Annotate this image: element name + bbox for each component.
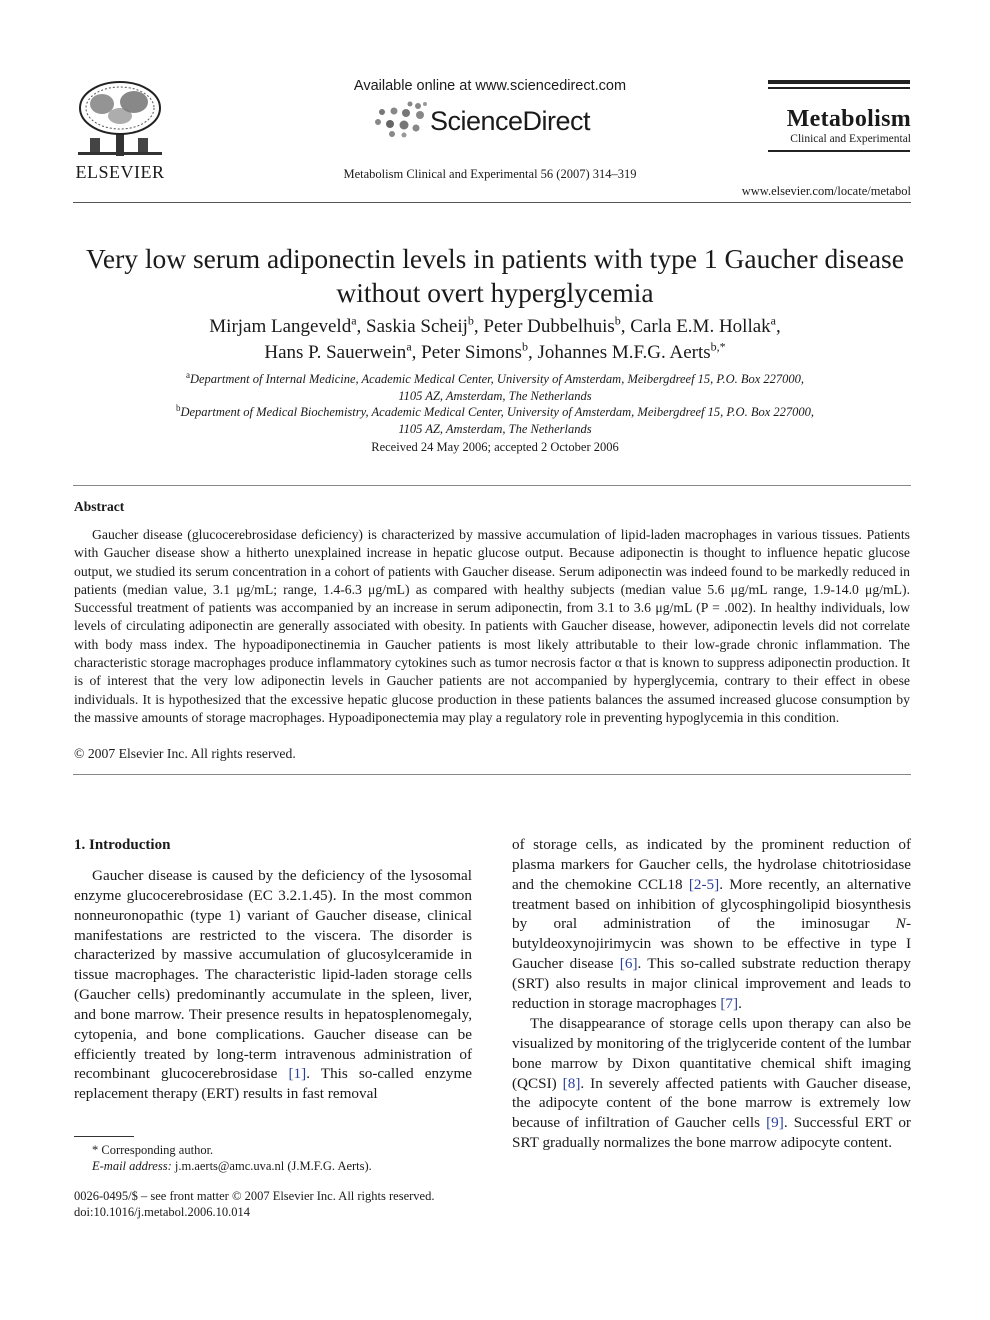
section-heading: 1. Introduction <box>74 837 171 853</box>
sciencedirect-logo <box>372 100 632 140</box>
affiliation-address: 1105 AZ, Amsterdam, The Netherlands <box>398 388 592 403</box>
corresponding-author-note: * Corresponding author. <box>92 1143 214 1157</box>
author[interactable] <box>209 313 367 337</box>
abstract-bottom-rule <box>73 774 911 775</box>
citation-link[interactable]: [8] <box>562 1074 581 1092</box>
author-separator: , <box>620 316 631 337</box>
abstract-top-rule <box>73 485 911 486</box>
italic-text: N <box>895 915 906 933</box>
journal-rule <box>768 150 910 152</box>
available-online-text: Available online at www.sciencedirect.com <box>353 78 627 94</box>
author[interactable] <box>366 313 484 337</box>
intro-paragraph-1 <box>74 866 472 1104</box>
author[interactable] <box>264 339 422 363</box>
received-dates: Received 24 May 2006; accepted 2 October 2006 <box>371 440 619 454</box>
title-line-1: Very low serum adiponectin levels in patients with type 1 Gaucher disease <box>86 243 904 274</box>
citation-link[interactable]: [9] <box>766 1114 784 1132</box>
intro-paragraph-2 <box>512 1014 911 1153</box>
text-run: . In severely affected patients with Gaucher disease, the adipocyte content of the bone marrow is extremely low because of infiltration of Gaucher cells <box>512 1074 912 1132</box>
email-note <box>92 1158 372 1174</box>
author[interactable] <box>630 313 781 337</box>
header-divider <box>73 202 911 203</box>
sciencedirect-wordmark: ScienceDirect <box>430 106 591 136</box>
journal-rule <box>768 80 910 84</box>
email-label: E-mail address: <box>92 1159 172 1173</box>
abstract-heading: Abstract <box>74 499 125 514</box>
elsevier-logo <box>72 78 168 182</box>
affiliation-mark: b,* <box>710 339 726 354</box>
author[interactable] <box>483 313 631 337</box>
author-name: Saskia Scheij <box>366 316 468 337</box>
affiliation-text: Department of Medical Biochemistry, Academic Medical Center, University of Amsterdam, Meibergdreef 15, P.O. Box 227000, <box>180 405 815 420</box>
affiliation-mark: b <box>614 313 621 328</box>
author-name: Johannes M.F.G. Aerts <box>537 342 711 363</box>
elsevier-tree-icon <box>72 78 168 160</box>
abstract-body: Gaucher disease (glucocerebrosidase deficiency) is characterized by massive accumulation of lipid-laden macrophages in various tissues. Patients with Gaucher disease show a hitherto unexplained increase in hepatic glucose output. Because adiponectin is thought to influence hepatic glucose output, we studied its serum concentration in a cohort of patients with Gaucher disease. Serum adiponectin was indeed found to be markedly reduced in patients (median value, 3.1 μg/mL; range, 1.4-6.3 μg/mL) as compared with healthy subjects (median value 5.6 μg/mL range, 1.9-14.0 μg/mL). Successful treatment of patients was accompanied by an increase in serum adiponectin, from 3.1 to 3.6 μg/mL (P = .002). In healthy individuals, low levels of circulating adiponectin are generally associated with obesity. In patients with Gaucher disease, however, adiponectin levels did not correlate with body mass index. The hypoadiponectinemia in Gaucher patients is most likely attributable to their low-grade chronic inflammation. The characteristic storage macrophages produce inflammatory cytokines such as tumor necrosis factor α that is known to suppress adiponectin production. It is of interest that the very low adiponectin levels in Gaucher patients are not accompanied by hyperglycemia, contrary to their effect in obese individuals. It is hypothesized that the excessive hepatic glucose production in these patients balances the assumed increased glucose consumption by the massive amounts of storage macrophages. Hypoadiponectemia may play a regulatory role in preventing hypoglycemia in this condition. <box>74 527 910 725</box>
author-separator: , <box>527 342 538 363</box>
footnote-rule <box>74 1136 134 1137</box>
author-separator: , <box>356 316 367 337</box>
author-name: Carla E.M. Hollak <box>630 316 771 337</box>
affiliation-mark: a <box>770 313 776 328</box>
email-address[interactable]: j.m.aerts@amc.uva.nl (J.M.F.G. Aerts). <box>171 1159 372 1173</box>
journal-reference: Metabolism Clinical and Experimental 56 (2007) 314–319 <box>343 167 637 181</box>
affiliation-line <box>60 404 930 421</box>
journal-url-link[interactable]: www.elsevier.com/locate/metabol <box>741 184 911 198</box>
affiliation-mark: a <box>351 313 357 328</box>
author-name: Hans P. Sauerwein <box>264 342 407 363</box>
author-separator: , <box>473 316 484 337</box>
text-run: . <box>738 994 742 1012</box>
elsevier-wordmark: ELSEVIER <box>75 162 165 182</box>
doi-line[interactable]: doi:10.1016/j.metabol.2006.10.014 <box>74 1205 251 1219</box>
affiliation-address: 1105 AZ, Amsterdam, The Netherlands <box>398 422 592 437</box>
author-name: Peter Simons <box>421 342 522 363</box>
affiliation-text: Department of Internal Medicine, Academic Medical Center, University of Amsterdam, Meibergdreef 15, P.O. Box 227000, <box>189 372 805 386</box>
citation-link[interactable]: [1] <box>288 1065 307 1083</box>
sciencedirect-dots-icon <box>372 100 430 140</box>
affiliation-mark: a <box>406 339 412 354</box>
affiliation-mark: b <box>175 403 181 414</box>
author-name: Peter Dubbelhuis <box>483 316 615 337</box>
author-name: Mirjam Langeveld <box>209 316 352 337</box>
copyright-line: © 2007 Elsevier Inc. All rights reserved. <box>74 746 296 761</box>
text-run: . This so-called substrate reduction therapy (SRT) also results in major clinical improvement and leads to reduction in storage macrophages <box>512 955 911 1012</box>
journal-rule <box>768 87 910 89</box>
text-run: of storage cells, as indicated by the prominent reduction of plasma markers for Gaucher cells, the hydrolase chitotriosidase and the chemokine CCL18 <box>512 836 911 893</box>
text-run: -butyldeoxynojirimycin was shown to be effective in type I Gaucher disease <box>512 915 911 973</box>
intro-paragraph-1-continued <box>512 835 911 1014</box>
affiliation-mark: a <box>185 369 190 380</box>
text-run: . More recently, an alternative treatment based on inhibition of glycosphingolipid biosynthesis by oral administration of the iminosugar <box>512 875 911 933</box>
affiliation-mark: b <box>467 313 474 328</box>
text-run: . Successful ERT or SRT gradually normalizes the bone marrow adipocyte content. <box>512 1114 911 1152</box>
text-run: . This so-called enzyme replacement therapy (ERT) results in fast removal <box>74 1065 472 1103</box>
author-separator: , <box>775 316 781 337</box>
citation-link[interactable]: [6] <box>619 955 638 973</box>
journal-subtitle: Clinical and Experimental <box>790 133 911 145</box>
affiliations <box>60 371 930 438</box>
author-separator: , <box>411 342 422 363</box>
text-run: Gaucher disease is caused by the deficiency of the lysosomal enzyme glucocerebrosidase (EC 3.2.1.45). In the most common nonneuronopathic (type 1) variant of Gaucher disease, clinical manifestations are restricted to the viscera. The disorder is characterized by massive accumulation of glucosylceramide in tissue macrophages. The characteristic lipid-laden storage cells (Gaucher cells) predominantly accumulate in the spleen, liver, and bone marrow. Their presence results in hepatosplenomegaly, cytopenia, and bone complications. Gaucher disease can be efficiently treated by long-term intravenous administration of recombinant glucocerebrosidase <box>74 867 472 1083</box>
citation-link[interactable]: [2-5] <box>688 875 720 893</box>
title-line-2: without overt hyperglycemia <box>336 277 654 308</box>
article-title <box>60 242 930 310</box>
author[interactable] <box>421 339 538 363</box>
author[interactable] <box>537 339 726 363</box>
journal-name: Metabolism <box>786 106 911 132</box>
affiliation-line <box>60 371 930 388</box>
affiliation-mark: b <box>521 339 528 354</box>
author-list <box>60 314 930 366</box>
citation-link[interactable]: [7] <box>720 994 739 1012</box>
text-run: The disappearance of storage cells upon therapy can also be visualized by monitoring of the triglyceride content of the lumbar bone marrow by Dixon quantitative chemical shift imaging (QCSI) <box>512 1015 911 1092</box>
issn-line: 0026-0495/$ – see front matter © 2007 Elsevier Inc. All rights reserved. <box>74 1189 435 1203</box>
